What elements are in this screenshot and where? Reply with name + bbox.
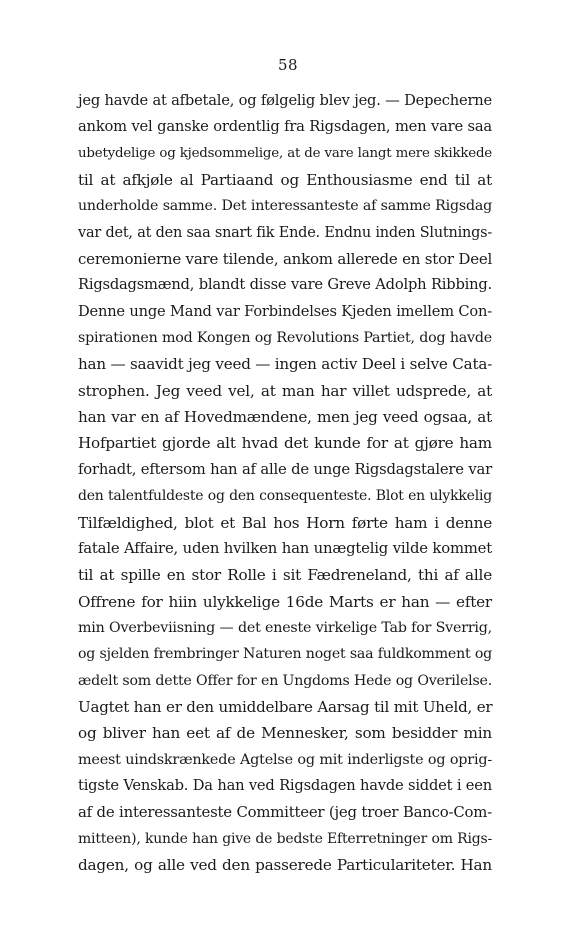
body-text xyxy=(78,88,492,878)
text-line: den talentfuldeste og den consequenteste. Blot en ulykkelig xyxy=(78,488,492,505)
text-line: Hofpartiet gjorde alt hvad det kunde for at gjøre ham xyxy=(78,434,492,453)
text-line: jeg havde at afbetale, og følgelig blev jeg. — Depecherne xyxy=(78,92,492,109)
text-line: han var en af Hovedmændene, men jeg veed ogsaa, at xyxy=(78,408,492,427)
text-line: forhadt, eftersom han af alle de unge Rigsdagstalere var xyxy=(78,460,492,478)
text-line: Offrene for hiin ulykkelige 16de Marts er han — efter xyxy=(78,592,492,611)
text-line: tigste Venskab. Da han ved Rigsdagen havde siddet i een xyxy=(78,776,492,794)
text-line: Tilfældighed, blot et Bal hos Horn førte ham i denne xyxy=(78,513,492,532)
text-line: Uagtet han er den umiddelbare Aarsag til mit Uheld, er xyxy=(78,697,493,716)
text-line: fatale Affaire, uden hvilken han unægtelig vilde kommet xyxy=(78,539,492,557)
text-line: Rigsdagsmænd, blandt disse vare Greve Adolph Ribbing. xyxy=(78,276,492,294)
text-line: Denne unge Mand var Forbindelses Kjeden imellem Con- xyxy=(78,302,492,320)
text-line: til at afkjøle al Partiaand og Enthousiasme end til at xyxy=(78,171,492,190)
text-line: til at spille en stor Rolle i sit Fædreneland, thi af alle xyxy=(78,566,492,585)
text-line: underholde samme. Det interessanteste af samme Rigsdag xyxy=(78,198,492,215)
text-line: var det, at den saa snart fik Ende. Endnu inden Slutnings- xyxy=(78,224,492,241)
text-line: mitteen), kunde han give de bedste Efterretninger om Rigs- xyxy=(78,830,492,847)
text-line: strophen. Jeg veed vel, at man har villet udsprede, at xyxy=(78,381,492,400)
text-line: spirationen mod Kongen og Revolutions Partiet, dog havde xyxy=(78,330,492,347)
text-line: og sjelden frembringer Naturen noget saa fuldkomment og xyxy=(78,646,492,663)
text-line: og bliver han eet af de Mennesker, som besidder min xyxy=(78,724,492,743)
page-number: 58 xyxy=(277,56,299,74)
text-line: ceremonierne vare tilende, ankom allerede en stor Deel xyxy=(78,250,493,269)
text-line: meest uindskrænkede Agtelse og mit inderligste og oprig- xyxy=(78,751,492,768)
text-line: af de interessanteste Committeer (jeg troer Banco-Com- xyxy=(78,803,492,822)
text-line: han — saavidt jeg veed — ingen activ Deel i selve Cata- xyxy=(78,355,493,374)
text-line: dagen, og alle ved den passerede Particulariteter. Han xyxy=(78,855,492,874)
text-line: min Overbeviisning — det eneste virkelige Tab for Sverrig, xyxy=(78,619,492,636)
text-line: ankom vel ganske ordentlig fra Rigsdagen, men vare saa xyxy=(78,118,492,136)
text-line: ædelt som dette Offer for en Ungdoms Hede og Overilelse. xyxy=(78,672,492,689)
text-line: ubetydelige og kjedsommelige, at de vare langt mere skikkede xyxy=(78,145,492,161)
